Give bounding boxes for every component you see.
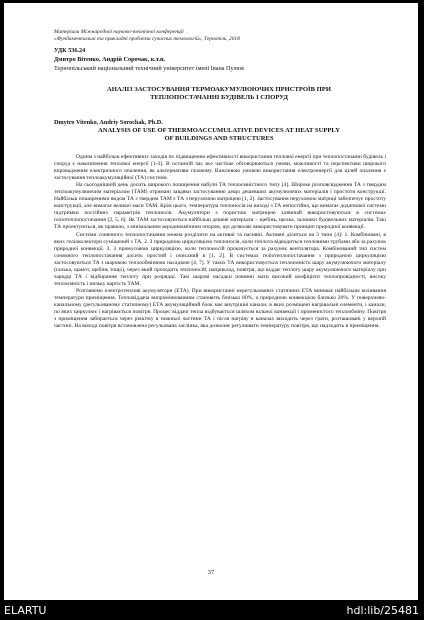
title-ukrainian-line-1: АНАЛІЗ ЗАСТОСУВАННЯ ТЕРМОАКУМУЛЮЮЧИХ ПРИСТРОЇВ ПРИ: [107, 86, 331, 93]
authors-english: Dmytro Vitenko, Andriy Sorochak, Ph.D.: [54, 119, 163, 126]
repository-name: ELARTU: [4, 604, 47, 617]
paper-page: [4, 3, 418, 600]
paragraph: Одним з найбільш ефективних заходів по підвищенню ефективності використання теплової енергії при теплопостачанні будівель і споруд є накопичення теплової енергії [1-3]. В останній час все частіше обговорюються умови, можливості та перспективи широкого впровадження електричного опалення, як альтернативи газовому. Важливою умовою використання електроенергії для цілей опалення є застосування теплоакумуляційної (ТА) системи.: [54, 154, 386, 182]
body-text: [54, 154, 386, 330]
conference-header-line-2: «Фундаментальні та прикладні проблеми сучасних технологій», Тернопіль, 2018: [54, 36, 240, 42]
title-ukrainian-line-2: ТЕПЛОПОСТАЧАННІ БУДІВЕЛЬ І СПОРУД: [150, 94, 288, 101]
paragraph: На сьогоднішній день досить широкого поширення набули ТА теплоємністного типу [4]. Широке розповсюдження ТА з твердим теплоакумулюючим матеріалом (ТАМ) отримані завдяки застосуванню дещо дешевших акумулюючих матеріалів і простоти конструкції. Найбільш поширеними видом ТА з твердим ТАМ є ТА з нерухомою матрицею [1, 2]. Застосування нерухомою матриці забезпечує простоту конструкції, але вимагає великої маси ТАМ. Крім цього, температура теплоносія на виході з ТА непостійна, що вимагає додаткової системи підтримки постійних параметрів теплоносія. Акумулятори з пористою матрицею зазвичай використовуються в системах геліотеплопостачання [2, 5, 6]. Як ТАМ застосовуються найбільш дешеві матеріали – щебінь, щелка, залишки будівельних матеріалів. Такі ТА проектуються, як правило, з мінімальним аеродинамічним опором, що дозволяє використовувати принцип природної конвекції.: [54, 182, 386, 231]
title-english-line-2: OF BUILDINGS AND STRUCTURES: [164, 135, 274, 142]
page-number: 37: [207, 569, 215, 576]
handle-id: hdl:lib/25481: [346, 604, 419, 617]
title-english: [54, 127, 384, 143]
authors-ukrainian: Дмитро Вітенко, Андрій Сорочак, к.т.н.: [54, 56, 166, 63]
title-ukrainian: [54, 86, 384, 102]
conference-header-line-1: Матеріали Міжнародної науково-технічної конференції: [54, 29, 184, 35]
title-english-line-1: ANALYSIS OF USE OF THERMOACCUMULATIVE DEVICES AT HEAT SUPPLY: [98, 127, 340, 134]
conference-header: [54, 29, 384, 43]
affiliation: Тернопільський національний технічний університет імені Івана Пулюя: [54, 65, 244, 72]
udk-code: УДК 536.24: [54, 47, 86, 54]
paragraph: Системи сонячного теплопостачання можна розділити на активні та пасивні. Активні ділиться на 3 типи [4]: 1. Комбіновані, в яких геліоколектори суміщений з ТА. 2. З природною циркуляцією теплоносія, коли теплота відводиться тепловими трубами або за рахунок природної конвекції. 3. З примусовою циркуляцією, коли теплоносій прокачується за рахунок вентилятора. Комбінований тип систем сонячного теплопостачання досить простий і описаний в [1, 2]. В системах геліотеплопостачання з природною циркуляцією застосовуються ТА з шаровою теплообмінною насадкою [4, 7]. У таких ТА використовується теплоємність шару акумулюючого матеріалу (галька, щамот, щебінь тощо), через який проходить теплоносій, наприклад, повітря, що віддає теплоту шару акумулюючого матеріалу при зарядці ТА і відбирання теплоту при розрядці. Такі шарові насадки повинні мати високий коефіцієнт теплопровідності, високу теплоємність і низьку вартість ТАМ.: [54, 231, 386, 287]
paragraph: Розглянемо електротепловi акумулятори (ЕТА). При використанні нерегульованих статичних ЕТА виникає найбільше коливання температури приміщення. Тепловіддача випромінюванням становить близько 80%, а природною конвекцією близько 20%. У поверхнево-канальному (регульованому статичному) ЕТА акумуляційний блок має внутрішні канали, в яких розміщені нагрівальні елементи, і канали, по яких циркулює і нагрівається повітря. Процес віддачі тепла відбувається шляхом вільної конвекції і променистого теплообміну. Повітря з приміщення забирається через решітку в нижньої частини ТА і після нагріву в каналах виходить через грати, розташовані у верхній частині. На виході повітря встановлена регульована заслінка, яка дозволяє регулювати температуру повітря, що надходить в приміщення.: [54, 287, 386, 330]
